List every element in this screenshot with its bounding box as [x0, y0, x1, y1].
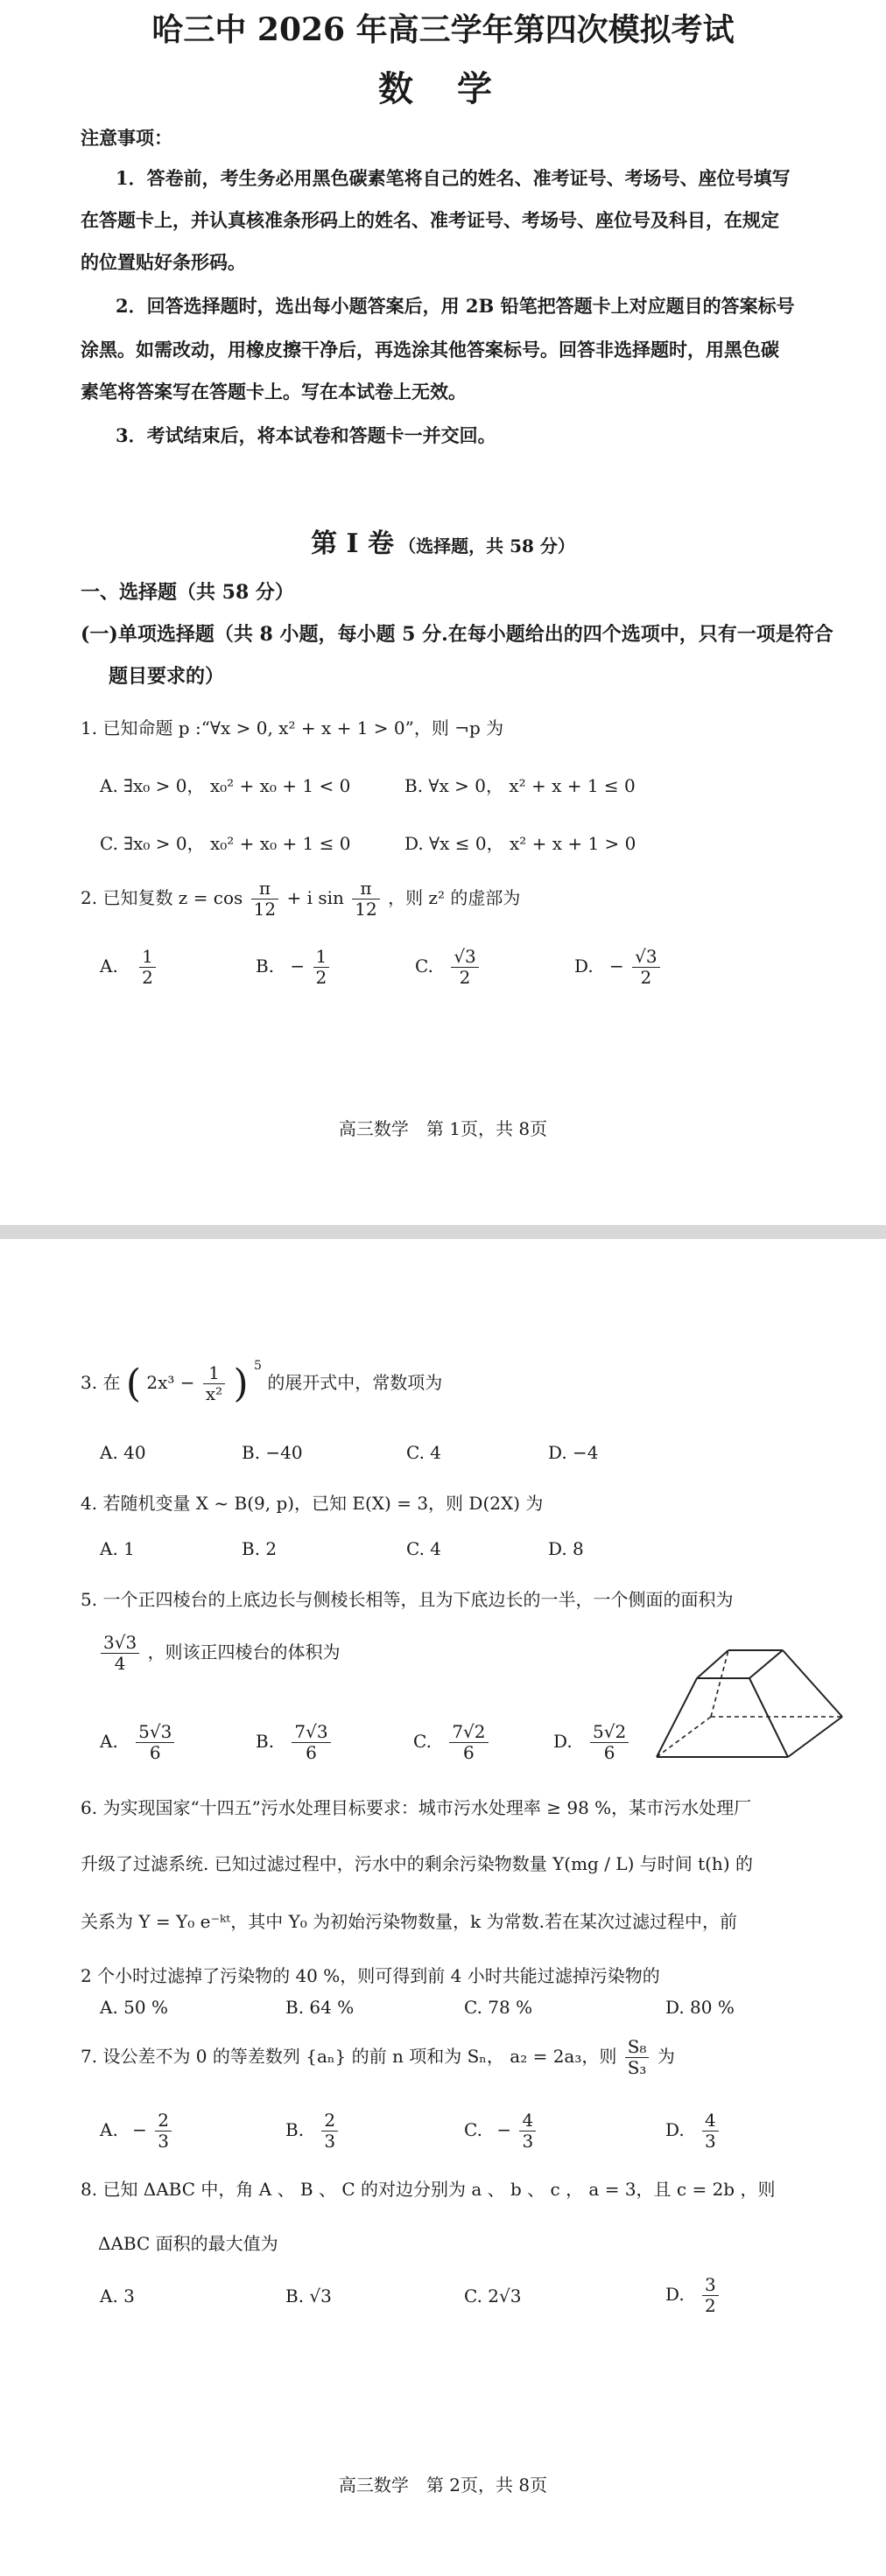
frac-num: 1 — [203, 1363, 225, 1384]
frac-num: S₈ — [625, 2037, 650, 2058]
volume-title: 第 I 卷 — [311, 528, 395, 559]
frac-den: 6 — [463, 1742, 475, 1763]
frac-den: 3 — [158, 2131, 170, 2152]
question-4-stem: 4. 若随机变量 X ~ B(9, p)，已知 E(X) = 3，则 D(2X) 为 — [81, 1493, 544, 1514]
frac-den: 12 — [355, 899, 377, 920]
question-7-option-b — [285, 2110, 341, 2152]
section-heading: 一、选择题（共 58 分） — [81, 581, 294, 604]
exam-page-2 — [0, 1239, 886, 2576]
question-7-stem — [81, 2037, 675, 2078]
option-label: B. — [256, 956, 275, 976]
option-fraction — [702, 2275, 719, 2316]
frac-den: 6 — [149, 1742, 161, 1763]
option-fraction — [590, 1722, 629, 1763]
q7-stem-post: 为 — [657, 2046, 675, 2067]
q3-expression: 2x³ − — [146, 1372, 195, 1393]
frac-den: 3 — [324, 2131, 336, 2152]
question-6-option-b: B. 64 % — [285, 1997, 355, 2018]
question-6-option-c: C. 78 % — [464, 1997, 533, 2018]
option-fraction — [632, 947, 659, 988]
question-6-line: 6. 为实现国家“十四五”污水处理目标要求：城市污水处理率 ≥ 98 %，某市污水处理厂 — [81, 1797, 752, 1818]
question-1-stem: 1. 已知命题 p :“∀x > 0, x² + x + 1 > 0”，则 ¬p 为 — [81, 718, 504, 738]
question-1-option-c: C. ∃x₀ > 0， x₀² + x₀ + 1 ≤ 0 — [100, 833, 351, 854]
volume-subtitle: （选择题，共 58 分） — [398, 536, 575, 556]
frac-den: S₃ — [627, 2057, 647, 2078]
q5-area-fraction — [101, 1633, 139, 1674]
q2-stem-post: ，则 z² 的虚部为 — [388, 887, 521, 908]
frac-num: 2 — [155, 2110, 172, 2132]
q2-stem-pre: 2. 已知复数 z = cos — [81, 887, 243, 908]
frac-num: 1 — [139, 947, 156, 968]
question-6-line: 2 个小时过滤掉了污染物的 40 %，则可得到前 4 小时共能过滤掉污染物的 — [81, 1965, 660, 1986]
option-sign: − — [496, 2119, 512, 2140]
option-label: C. — [415, 956, 433, 976]
question-2-option-d — [574, 947, 663, 988]
question-8-line: 8. 已知 ΔABC 中，角 A 、 B 、 C 的对边分别为 a 、 b 、 c ， a = 3，且 c = 2b ，则 — [81, 2179, 776, 2200]
question-2-option-b — [256, 947, 332, 988]
question-4-option-d: D. 8 — [548, 1538, 584, 1559]
option-fraction — [451, 947, 478, 988]
page-footer: 高三数学 第 1页，共 8页 — [338, 1118, 548, 1139]
q3-fraction — [203, 1363, 225, 1404]
question-6-option-d: D. 80 % — [665, 1997, 735, 2018]
frac-den: 2 — [640, 967, 652, 988]
frac-num: π — [251, 878, 278, 900]
subsection-heading: (一)单项选择题（共 8 小题，每小题 5 分.在每小题给出的四个选项中，只有一项是符合 — [81, 623, 833, 646]
option-label: A. — [100, 956, 118, 976]
frac-den: 2 — [315, 967, 327, 988]
frac-num: π — [352, 878, 379, 900]
frac-num: 5√3 — [136, 1722, 174, 1743]
question-2-option-a — [100, 947, 158, 988]
option-fraction — [313, 947, 330, 988]
question-8-option-b: B. √3 — [285, 2286, 332, 2306]
question-6-line: 关系为 Y = Y₀ e⁻ᵏᵗ，其中 Y₀ 为初始污染物数量，k 为常数.若在某次过滤过程中，前 — [81, 1911, 737, 1932]
q2-pi-over-12 — [352, 878, 379, 920]
option-sign: − — [609, 956, 624, 976]
question-5-option-d — [553, 1722, 631, 1763]
question-3-option-a: A. 40 — [100, 1442, 146, 1463]
question-1-option-a: A. ∃x₀ > 0， x₀² + x₀ + 1 < 0 — [100, 775, 351, 796]
question-7-option-a — [100, 2110, 174, 2152]
question-4-option-a: A. 1 — [100, 1538, 135, 1559]
exponent: 5 — [254, 1359, 262, 1374]
option-fraction — [449, 1722, 488, 1763]
frac-den: 2 — [459, 967, 471, 988]
option-label: D. — [553, 1731, 573, 1752]
frustum-figure — [651, 1636, 849, 1766]
question-3-option-c: C. 4 — [406, 1442, 442, 1463]
left-paren: ( — [125, 1362, 141, 1406]
frac-den: 3 — [705, 2131, 716, 2152]
exam-title: 哈三中 2026 年高三学年第四次模拟考试 — [151, 11, 735, 48]
frac-den: 6 — [306, 1742, 317, 1763]
q3-stem-pre: 3. 在 — [81, 1372, 121, 1393]
question-3-option-d: D. −4 — [548, 1442, 599, 1463]
question-5-stem: 5. 一个正四棱台的上底边长与侧棱长相等，且为下底边长的一半，一个侧面的面积为 — [81, 1589, 734, 1610]
frac-den: 12 — [253, 899, 277, 920]
frac-num: 3 — [702, 2275, 719, 2296]
frac-num: 3√3 — [101, 1633, 139, 1654]
frac-num: 4 — [519, 2110, 536, 2132]
page-footer: 高三数学 第 2页，共 8页 — [338, 2474, 548, 2496]
option-fraction — [139, 947, 156, 988]
frac-num: 7√2 — [449, 1722, 488, 1743]
option-sign: − — [132, 2119, 147, 2140]
option-fraction — [321, 2110, 338, 2152]
question-7-option-c — [464, 2110, 538, 2152]
exam-page-1 — [0, 0, 886, 1225]
question-1-option-d: D. ∀x ≤ 0， x² + x + 1 > 0 — [404, 833, 636, 854]
q3-stem-post: 的展开式中，常数项为 — [267, 1372, 443, 1393]
frac-den: x² — [205, 1383, 223, 1404]
question-2-option-c — [415, 947, 482, 988]
q7-stem-pre: 7. 设公差不为 0 的等差数列 {aₙ} 的前 n 项和为 Sₙ， a₂ = 2a₃，则 — [81, 2046, 617, 2067]
question-6-option-a: A. 50 % — [100, 1997, 168, 2018]
frac-den: 2 — [705, 2295, 716, 2316]
q2-stem-mid: + i sin — [286, 887, 344, 908]
q2-pi-over-12 — [251, 878, 278, 920]
option-label: A. — [100, 2119, 118, 2140]
option-fraction — [136, 1722, 174, 1763]
q7-fraction — [625, 2037, 650, 2078]
right-paren: ) — [233, 1362, 249, 1406]
question-3-option-b: B. −40 — [242, 1442, 303, 1463]
option-fraction — [155, 2110, 172, 2152]
frac-num: √3 — [632, 947, 659, 968]
option-sign: − — [290, 956, 306, 976]
notice-line: 3．考试结束后，将本试卷和答题卡一并交回。 — [116, 424, 496, 446]
frac-den: 4 — [114, 1653, 126, 1674]
notice-heading: 注意事项： — [81, 127, 172, 149]
frac-den: 2 — [142, 967, 153, 988]
option-label: B. — [285, 2119, 305, 2140]
volume-heading — [0, 522, 886, 560]
notice-line: 素笔将答案写在答题卡上。写在本试卷上无效。 — [81, 381, 467, 402]
subject-title: 数 学 — [378, 68, 508, 109]
question-5-option-c — [413, 1722, 491, 1763]
option-fraction — [702, 2110, 719, 2152]
page-separator — [0, 1225, 886, 1239]
notice-line: 在答题卡上，并认真核准条形码上的姓名、准考证号、考场号、座位号及科目，在规定 — [81, 209, 779, 231]
option-label: A. — [100, 1731, 118, 1752]
frac-num: 2 — [321, 2110, 338, 2132]
question-8-option-a: A. 3 — [100, 2286, 135, 2306]
frac-den: 6 — [603, 1742, 615, 1763]
question-5-stem-cont — [98, 1633, 341, 1674]
notice-line: 涂黑。如需改动，用橡皮擦干净后，再选涂其他答案标号。回答非选择题时，用黑色碳 — [81, 339, 779, 360]
subsection-heading-cont: 题目要求的） — [109, 665, 225, 688]
question-5-option-a — [100, 1722, 177, 1763]
option-fraction — [519, 2110, 536, 2152]
option-label: C. — [413, 1731, 432, 1752]
option-label: D. — [665, 2119, 685, 2140]
notice-line: 的位置贴好条形码。 — [81, 251, 246, 273]
frac-den: 3 — [522, 2131, 534, 2152]
question-8-option-d — [665, 2275, 721, 2316]
option-label: D. — [574, 956, 594, 976]
question-7-option-d — [665, 2110, 721, 2152]
question-3-stem — [81, 1359, 443, 1406]
option-label: C. — [464, 2119, 482, 2140]
question-8-line: ΔABC 面积的最大值为 — [98, 2233, 278, 2254]
frac-num: 5√2 — [590, 1722, 629, 1743]
question-1-option-b: B. ∀x > 0， x² + x + 1 ≤ 0 — [404, 775, 636, 796]
question-8-option-c: C. 2√3 — [464, 2286, 522, 2306]
question-6-line: 升级了过滤系统. 已知过滤过程中，污水中的剩余污染物数量 Y(mg / L) 与时间 t(h) 的 — [81, 1853, 753, 1874]
frac-num: 1 — [313, 947, 330, 968]
frac-num: 7√3 — [292, 1722, 330, 1743]
question-5-option-b — [256, 1722, 334, 1763]
q5-stem-post: ，则该正四棱台的体积为 — [147, 1642, 341, 1662]
question-4-option-b: B. 2 — [242, 1538, 278, 1559]
question-4-option-c: C. 4 — [406, 1538, 442, 1559]
frac-num: √3 — [451, 947, 478, 968]
frac-num: 4 — [702, 2110, 719, 2132]
option-fraction — [292, 1722, 330, 1763]
notice-line: 1．答卷前，考生务必用黑色碳素笔将自己的姓名、准考证号、考场号、座位号填写 — [116, 167, 791, 189]
option-label: D. — [665, 2284, 685, 2305]
question-2-stem — [81, 878, 520, 920]
option-label: B. — [256, 1731, 275, 1752]
notice-line: 2．回答选择题时，选出每小题答案后，用 2B 铅笔把答题卡上对应题目的答案标号 — [116, 295, 795, 317]
